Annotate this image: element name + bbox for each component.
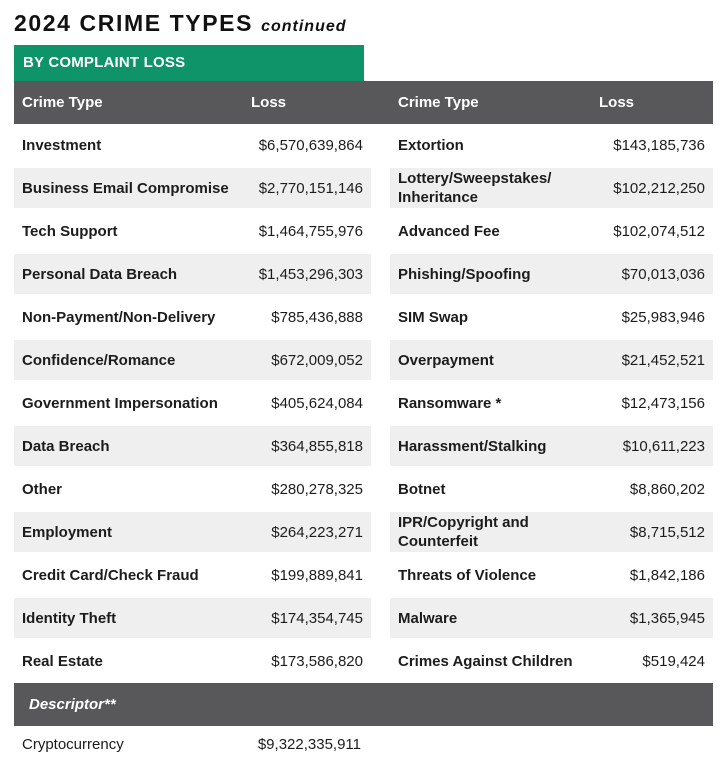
crime-type-cell: Tech Support <box>22 222 118 240</box>
crime-type-cell: SIM Swap <box>398 308 469 326</box>
section-badge: BY COMPLAINT LOSS <box>14 45 364 81</box>
title-main: 2024 CRIME TYPES <box>14 10 254 36</box>
crime-type-cell: Malware <box>398 609 458 627</box>
table-row <box>14 168 371 208</box>
loss-cell: $405,624,084 <box>271 394 363 412</box>
crime-type-cell: Non-Payment/Non-Delivery <box>22 308 216 326</box>
loss-cell: $8,715,512 <box>629 523 705 541</box>
crime-type-cell: Real Estate <box>22 652 103 670</box>
crime-type-cell: Harassment/Stalking <box>398 437 547 455</box>
crime-type-cell: Identity Theft <box>22 609 117 627</box>
crime-type-cell: Crimes Against Children <box>398 652 573 670</box>
crime-type-cell: Threats of Violence <box>398 566 537 584</box>
crime-type-cell: Ransomware * <box>398 394 502 412</box>
crime-type-cell: Business Email Compromise <box>22 179 229 197</box>
table-row <box>390 641 713 681</box>
table-row <box>390 469 713 509</box>
table-row <box>14 211 371 251</box>
table-row <box>14 383 371 423</box>
loss-cell: $102,074,512 <box>613 222 705 240</box>
descriptor-header <box>14 683 713 726</box>
loss-cell: $12,473,156 <box>621 394 705 412</box>
table-row <box>14 125 371 165</box>
table-row <box>390 340 713 380</box>
table-row <box>390 254 713 294</box>
table-row <box>14 555 371 595</box>
descriptor-label: Descriptor** <box>29 696 116 713</box>
loss-cell: $174,354,745 <box>271 609 363 627</box>
crime-type-cell: Phishing/Spoofing <box>398 265 531 283</box>
crime-type-cell: Other <box>22 480 63 498</box>
table-row <box>14 641 371 681</box>
table-row <box>14 340 371 380</box>
loss-cell: $8,860,202 <box>629 480 705 498</box>
crime-type-cell: Extortion <box>398 136 464 154</box>
loss-cell: $102,212,250 <box>613 179 705 197</box>
header-loss-right: Loss <box>599 94 635 111</box>
loss-cell: $199,889,841 <box>271 566 363 584</box>
table-row <box>390 512 713 552</box>
loss-cell: $264,223,271 <box>271 523 363 541</box>
crime-type-cell: Lottery/Sweepstakes/ Inheritance <box>398 170 552 206</box>
crime-type-cell: Confidence/Romance <box>22 351 176 369</box>
loss-cell: $519,424 <box>642 652 705 670</box>
loss-cell: $1,453,296,303 <box>258 265 363 283</box>
loss-cell: $1,365,945 <box>629 609 705 627</box>
descriptor-loss: $9,322,335,911 <box>257 736 361 753</box>
table-row <box>390 598 713 638</box>
table-row <box>14 426 371 466</box>
table-row <box>390 383 713 423</box>
table-row <box>14 254 371 294</box>
crime-type-cell: Credit Card/Check Fraud <box>22 566 199 584</box>
loss-cell: $10,611,223 <box>622 437 705 455</box>
loss-cell: $21,452,521 <box>621 351 705 369</box>
descriptor-type: Cryptocurrency <box>22 736 124 753</box>
loss-cell: $364,855,818 <box>271 437 363 455</box>
descriptor-row <box>14 728 374 762</box>
loss-cell: $1,464,755,976 <box>258 222 363 240</box>
table-row <box>390 125 713 165</box>
table-row <box>390 426 713 466</box>
loss-cell: $785,436,888 <box>271 308 363 326</box>
crime-type-cell: Employment <box>22 523 113 541</box>
crime-type-cell: Government Impersonation <box>22 394 218 412</box>
table-row <box>14 469 371 509</box>
table-row <box>14 297 371 337</box>
loss-cell: $25,983,946 <box>621 308 705 326</box>
header-loss-left: Loss <box>251 94 287 111</box>
loss-cell: $2,770,151,146 <box>258 179 363 197</box>
loss-cell: $70,013,036 <box>621 265 705 283</box>
crime-type-cell: Overpayment <box>398 351 494 369</box>
loss-cell: $6,570,639,864 <box>258 136 363 154</box>
table-header <box>14 81 713 124</box>
crime-type-cell: Botnet <box>398 480 446 498</box>
crime-type-cell: Data Breach <box>22 437 110 455</box>
crime-type-cell: Advanced Fee <box>398 222 500 240</box>
table-row <box>14 512 371 552</box>
table-row <box>14 598 371 638</box>
header-crime-type-left: Crime Type <box>22 94 103 111</box>
table-row <box>390 555 713 595</box>
crime-type-cell: Investment <box>22 136 102 154</box>
table-row <box>390 168 713 208</box>
crime-type-cell: IPR/Copyright and Counterfeit <box>398 514 529 550</box>
loss-cell: $1,842,186 <box>629 566 705 584</box>
loss-cell: $173,586,820 <box>271 652 363 670</box>
loss-cell: $672,009,052 <box>271 351 363 369</box>
loss-cell: $280,278,325 <box>271 480 363 498</box>
header-crime-type-right: Crime Type <box>398 94 479 111</box>
crime-type-cell: Personal Data Breach <box>22 265 178 283</box>
table-row <box>390 297 713 337</box>
loss-cell: $143,185,736 <box>613 136 705 154</box>
table-row <box>390 211 713 251</box>
page-title <box>14 8 347 38</box>
title-continued: continued <box>261 18 347 35</box>
